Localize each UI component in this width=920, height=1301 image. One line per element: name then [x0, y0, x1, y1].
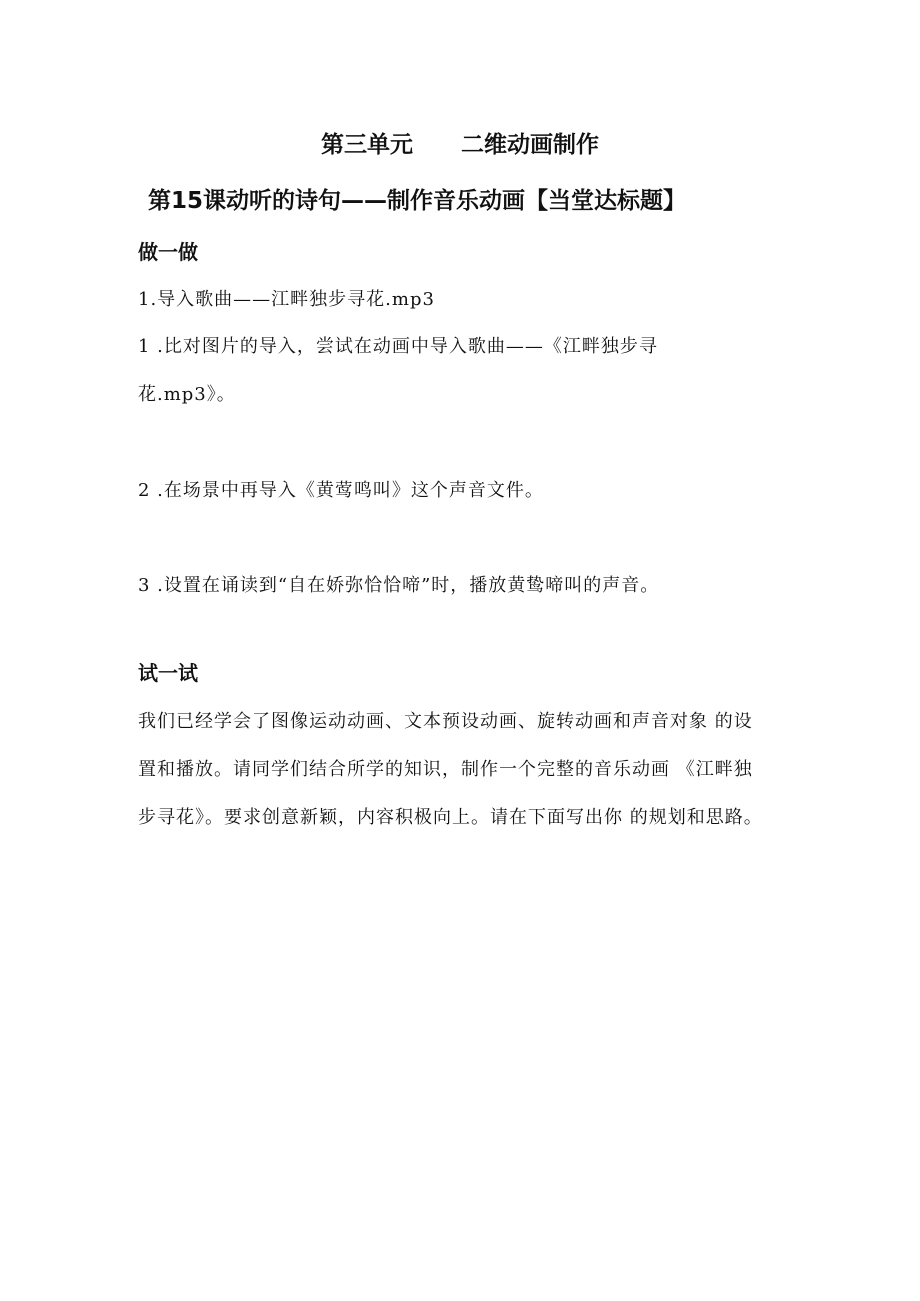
try-paragraph-line-2: 置和播放。请同学们结合所学的知识，制作一个完整的音乐动画 《江畔独 [138, 759, 753, 780]
section-heading-do: 做一做 [138, 240, 198, 264]
unit-name: 二维动画制作 [461, 132, 599, 158]
do-item-1-line-1: 1 .比对图片的导入，尝试在动画中导入歌曲——《江畔独步寻 [138, 336, 658, 357]
section-heading-try: 试一试 [138, 661, 198, 685]
do-intro-line: 1.导入歌曲——江畔独步寻花.mp3 [138, 289, 435, 310]
unit-title [0, 126, 920, 159]
try-paragraph-line-3: 步寻花》。要求创意新颖，内容积极向上。请在下面写出你 的规划和思路。 [138, 807, 763, 828]
lesson-title: 第15课动听的诗句——制作音乐动画【当堂达标题】 [148, 188, 687, 214]
do-item-1-line-2: 花.mp3》。 [138, 384, 236, 405]
unit-label: 第三单元 [321, 132, 413, 158]
do-item-3: 3 .设置在诵读到“自在娇弥恰恰啼”时，播放黄鸷啼叫的声音。 [138, 575, 660, 596]
do-item-2: 2 .在场景中再导入《黄莺鸣叫》这个声音文件。 [138, 480, 544, 501]
try-paragraph-line-1: 我们已经学会了图像运动动画、文本预设动画、旋转动画和声音对象 的设 [138, 711, 753, 732]
